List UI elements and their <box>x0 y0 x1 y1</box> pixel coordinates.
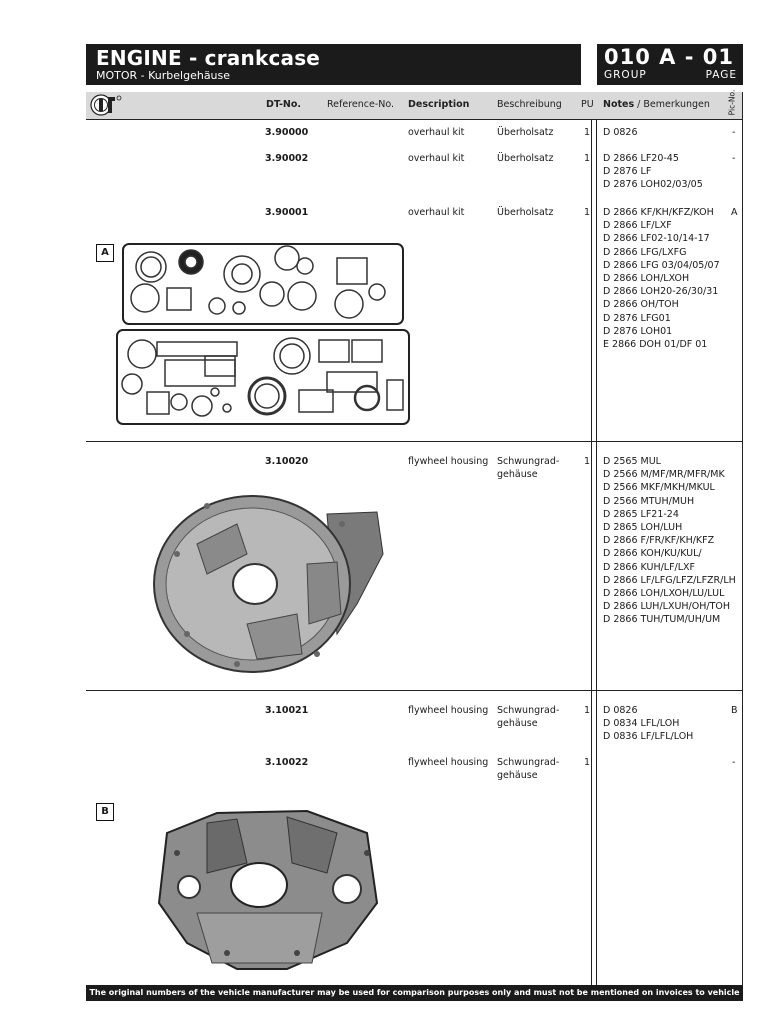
row-4-pic: B <box>731 705 738 716</box>
picture-a-label: A <box>96 244 114 262</box>
row-0-pic: - <box>732 127 736 138</box>
picture-b-label: B <box>96 803 114 821</box>
row-0-pu: 1 <box>584 127 591 138</box>
row-2-notes <box>603 206 720 351</box>
col-beschreibung: Beschreibung <box>497 99 562 110</box>
page-header <box>86 44 581 85</box>
beschreibung-line: Schwungrad- <box>497 705 560 716</box>
page-subtitle: MOTOR - Kurbelgehäuse <box>96 69 231 82</box>
note-line: D 2876 LOH01 <box>603 325 673 337</box>
note-line: D 2866 LOH/LXOH/LU/LUL <box>603 588 725 600</box>
row-2-beschreibung: Überholsatz <box>497 207 554 218</box>
note-line: D 2866 LOH/LXOH <box>603 273 690 285</box>
row-1-pic: - <box>732 153 736 164</box>
note-line: D 2866 LFG/LXFG <box>603 246 687 258</box>
row-4-pu: 1 <box>584 705 591 716</box>
note-line: D 2866 LF02-10/14-17 <box>603 233 710 245</box>
row-5-pic: - <box>732 757 736 768</box>
picture-flywheel-housing-1 <box>87 484 445 682</box>
col-pu: PU <box>581 99 594 110</box>
col-divider-right <box>742 92 743 985</box>
note-line: D 2876 LOH02/03/05 <box>603 179 703 191</box>
note-line: D 2866 OH/TOH <box>603 299 679 311</box>
spacer <box>581 44 582 85</box>
dt-logo-icon <box>90 94 124 116</box>
note-line: D 2566 MKF/MKH/MKUL <box>603 482 715 494</box>
beschreibung-line: gehäuse <box>497 770 538 782</box>
col-divider-pu <box>591 119 592 985</box>
picture-a-gasket-set <box>87 232 445 430</box>
col-notes <box>603 99 710 110</box>
row-2-dt-no: 3.90001 <box>265 207 309 218</box>
beschreibung-line: Schwungrad- <box>497 456 560 467</box>
group-code: 010 A - 01 <box>604 45 734 69</box>
row-3-beschreibung <box>497 455 559 481</box>
note-line: D 2566 M/MF/MR/MFR/MK <box>603 469 725 481</box>
page-title: ENGINE - crankcase <box>96 46 321 70</box>
note-line: E 2866 DOH 01/DF 01 <box>603 339 708 351</box>
note-line: D 0836 LF/LFL/LOH <box>603 731 694 743</box>
col-pic-no <box>727 89 741 119</box>
row-1-notes <box>603 152 703 192</box>
group-box <box>597 44 743 85</box>
row-3-dt-no: 3.10020 <box>265 456 309 467</box>
row-4-dt-no: 3.10021 <box>265 705 309 716</box>
picture-b-flywheel-housing <box>87 793 445 975</box>
beschreibung-line: gehäuse <box>497 469 538 481</box>
note-line: D 2866 KF/KH/KFZ/KOH <box>603 207 714 218</box>
note-line: D 2866 TUH/TUM/UH/UM <box>603 614 721 626</box>
col-pic-no-label: Pic-No. <box>727 89 737 116</box>
row-0-description: overhaul kit <box>408 127 465 138</box>
section-rule-2 <box>86 690 743 691</box>
note-line: D 0834 LFL/LOH <box>603 718 680 730</box>
row-1-dt-no: 3.90002 <box>265 153 309 164</box>
row-3-notes <box>603 455 736 627</box>
footer-disclaimer: The original numbers of the vehicle manufacturer may be used for comparison purposes only and must not be mentioned on invoices to vehicle owners. <box>86 985 743 1001</box>
section-rule-1 <box>86 441 743 442</box>
note-line: D 2866 KOH/KU/KUL/ <box>603 548 702 560</box>
row-1-pu: 1 <box>584 153 591 164</box>
row-3-description: flywheel housing <box>408 456 489 467</box>
row-5-beschreibung <box>497 756 559 782</box>
row-2-description: overhaul kit <box>408 207 465 218</box>
note-line: D 2866 LFG 03/04/05/07 <box>603 259 720 271</box>
row-1-description: overhaul kit <box>408 153 465 164</box>
header-rule <box>86 119 743 120</box>
page-label: PAGE <box>705 69 737 81</box>
beschreibung-line: gehäuse <box>497 718 538 730</box>
note-line: D 2566 MTUH/MUH <box>603 495 695 507</box>
col-divider-notes <box>596 119 597 985</box>
col-description: Description <box>408 99 470 110</box>
note-line: D 2866 LUH/LXUH/OH/TOH <box>603 601 730 613</box>
row-2-pic: A <box>731 207 738 218</box>
row-0-beschreibung: Überholsatz <box>497 127 554 138</box>
note-line: D 0826 <box>603 705 638 716</box>
row-0-dt-no: 3.90000 <box>265 127 309 138</box>
col-notes-bold: Notes <box>603 99 635 110</box>
col-reference-no: Reference-No. <box>327 99 395 110</box>
note-line: D 2866 F/FR/KF/KH/KFZ <box>603 535 715 547</box>
note-line: D 2565 MUL <box>603 456 661 467</box>
col-notes-rest: / Bemerkungen <box>634 99 710 110</box>
row-0-note: D 0826 <box>603 127 638 138</box>
row-5-description: flywheel housing <box>408 757 489 768</box>
row-4-beschreibung <box>497 704 559 730</box>
row-4-notes <box>603 704 693 744</box>
note-line: D 2865 LOH/LUH <box>603 522 683 534</box>
note-line: D 2876 LF <box>603 166 652 178</box>
group-label: GROUP <box>604 69 647 81</box>
note-line: D 2865 LF21-24 <box>603 508 679 520</box>
row-4-description: flywheel housing <box>408 705 489 716</box>
row-5-dt-no: 3.10022 <box>265 757 309 768</box>
note-line: D 2866 LF/LXF <box>603 220 672 232</box>
note-line: D 2866 KUH/LF/LXF <box>603 561 696 573</box>
note-line: D 2866 LOH20-26/30/31 <box>603 286 719 298</box>
beschreibung-line: Schwungrad- <box>497 757 560 768</box>
row-2-pu: 1 <box>584 207 591 218</box>
note-line: D 2876 LFG01 <box>603 312 671 324</box>
row-3-pu: 1 <box>584 456 591 467</box>
note-line: D 2866 LF20-45 <box>603 153 679 164</box>
col-dt-no: DT-No. <box>266 99 301 110</box>
row-5-pu: 1 <box>584 757 591 768</box>
row-1-beschreibung: Überholsatz <box>497 153 554 164</box>
note-line: D 2866 LF/LFG/LFZ/LFZR/LH <box>603 574 736 586</box>
